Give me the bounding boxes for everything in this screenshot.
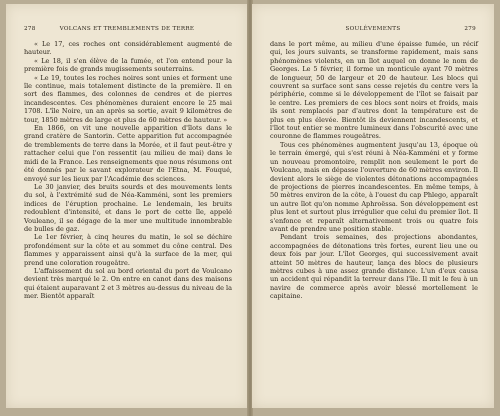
left-page bbox=[6, 4, 248, 408]
paragraph: « Le 19, toutes les roches noires sont unies et forment une île continue, mais totalement distincte de la première. Il en sort des flammes, des colonnes de cendres et de pierres incandescentes. Ces phénomènes duraient encore le 25 mai 1708. L'île Noire, un an après sa sortie, avait 9 kilomètres de tour, 1850 mètres de large et plus de 60 mètres de hauteur. » bbox=[24, 73, 232, 124]
paragraph: L'affaissement du sol au bord oriental du port de Voulcano devient très marqué le 2. On entre en canot dans des maisons qui étaient auparavant 2 et 3 mètres au-dessus du niveau de la mer. Bientôt apparaît bbox=[24, 266, 232, 301]
right-page-number: 279 bbox=[464, 26, 476, 32]
paragraph: Tous ces phénomènes augmentent jusqu'au 13, époque où le terrain émergé, qui s'est réuni à Néa-Kamméni et y forme un nouveau promontoire, remplit non seulement le port de Voulcano, mais en dépasse l'ouverture de 60 mètres environ. Il devient alors le siège de violentes détonations accompagnées de projections de pierres incandescentes. En même temps, à 50 mètres environ de la côte, à l'ouest du cap Phlego, apparaît un autre îlot qu'on nomme Aphroëssa. Son développement est plus lent et surtout plus irrégulier que celui du premier îlot. Il s'enfonce et reparaît alternativement trois ou quatre fois avant de prendre une position stable. bbox=[270, 140, 478, 233]
left-page-text bbox=[24, 40, 232, 301]
paragraph: « Le 17, ces roches ont considérablement augmenté de hauteur. bbox=[24, 40, 232, 57]
left-page-number: 278 bbox=[24, 26, 36, 32]
paragraph: Pendant trois semaines, des projections abondantes, accompagnées de détonations très fortes, eurent lieu une ou deux fois par jour. L'îlot Georges, qui successivement avait atteint 50 mètres de hauteur, lança des blocs de plusieurs mètres cubes à une assez grande distance. L'un d'eux causa un accident qui répandit la terreur dans l'île. Il mit le feu à un navire de commerce après avoir blessé mortellement le capitaine. bbox=[270, 233, 478, 301]
paragraph: Le 1er février, à cinq heures du matin, le sol se déchire profondément sur la côte et au sommet du cône central. Des flammes y apparaissent ainsi qu'à la surface de la mer, qui prend une coloration rougeâtre. bbox=[24, 233, 232, 267]
paragraph: « Le 18, il s'en élève de la fumée, et l'on entend pour la première fois de grands mugissements souterrains. bbox=[24, 56, 232, 74]
right-page-text bbox=[270, 40, 478, 301]
paragraph: dans le port même, au milieu d'une épaisse fumée, un récif qui, les jours suivants, se transforme rapidement, mais sans phénomènes violents, en un îlot auquel on donne le nom de Georges. Le 5 février, il forme un monticule ayant 70 mètres de longueur, 50 de largeur et 20 de hauteur. Les blocs qui couvrent sa surface sont sans cesse rejetés du centre vers la périphérie, comme si le développement de l'îlot se faisait par le centre. Les premiers de ces blocs sont noirs et froids, mais ils sont remplacés par d'autres dont la température est de plus en plus élevée. Bientôt ils deviennent incandescents, et l'îlot tout entier se montre lumineux dans l'obscurité avec une couronne de flammes rougeâtres. bbox=[270, 40, 478, 141]
right-page bbox=[252, 4, 494, 408]
right-page-header bbox=[270, 26, 476, 34]
left-running-head: VOLCANS ET TREMBLEMENTS DE TERRE bbox=[59, 26, 195, 32]
right-running-head: SOULÈVEMENTS bbox=[345, 26, 401, 32]
paragraph: Le 30 janvier, des bruits sourds et des mouvements lents du sol, à l'extrémité sud de Néa-Kamméni, sont les premiers indices de l'éruption prochaine. Le lendemain, les bruits redoublent d'intensité, et dans le port de cette île, appelé Vouleano, il se dégage de la mer une multitude innombrable de bulles de gaz. bbox=[24, 182, 232, 233]
paragraph: En 1866, on vit une nouvelle apparition d'îlots dans le grand cratère de Santorin. Cette apparition fut accompagnée de tremblements de terre dans la Morée, et il faut peut-être y rattacher celui que l'on ressentit (au milieu de mai) dans le midi de la France. Les renseignements que nous résumons ont été donnés par le savant explorateur de l'Etna, M. Fouqué, envoyé sur les lieux par l'Académie des sciences. bbox=[24, 124, 232, 183]
left-page-header bbox=[24, 26, 230, 34]
